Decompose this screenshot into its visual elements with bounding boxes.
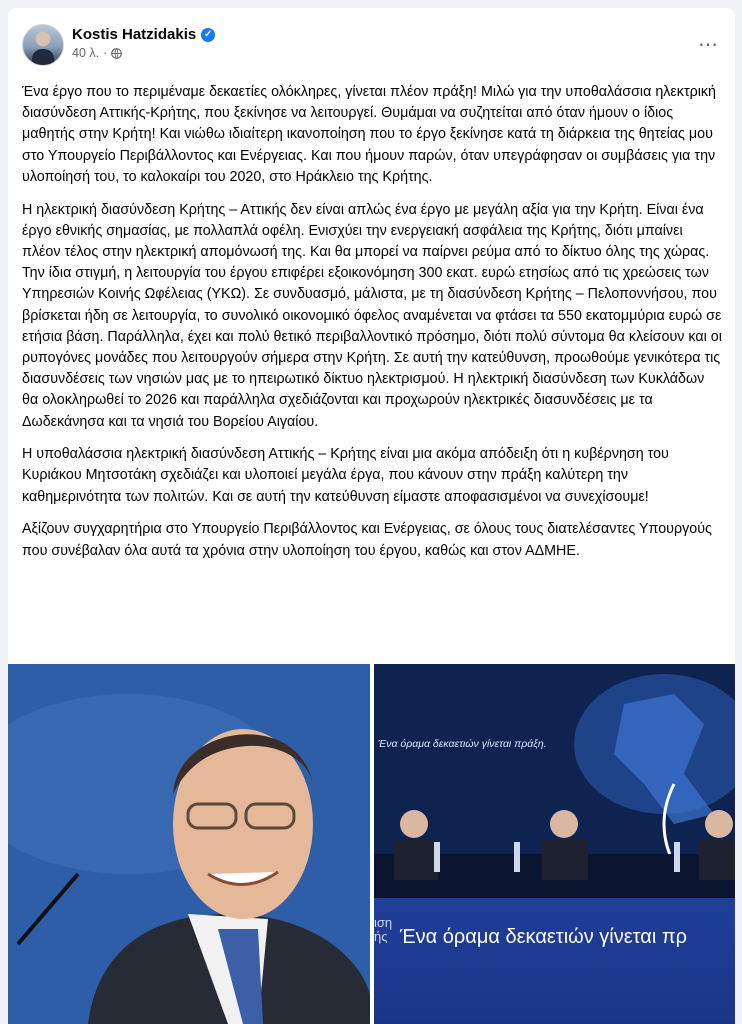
post-photos — [8, 664, 735, 1024]
post-time[interactable]: 40 λ. — [72, 46, 100, 60]
post-paragraph-4: Αξίζουν συγχαρητήρια στο Υπουργείο Περιβάλλοντος και Ενέργειας, σε όλους τους διατελέσαντες Υπουργούς που συνέβαλαν όλα αυτά τα χρόνια στην υλοποίηση του έργου, καθώς και στον ΑΔΜΗΕ. — [22, 521, 712, 559]
event-stage-illustration — [374, 664, 735, 898]
photo-portrait[interactable] — [8, 664, 370, 1024]
event-slogan: Ένα όραμα δεκαετιών γίνεται πράξη. — [378, 738, 547, 750]
globe-icon — [111, 48, 122, 59]
meta-separator: · — [103, 46, 108, 60]
author-avatar[interactable] — [22, 24, 64, 66]
verified-badge-icon: ✓ — [201, 28, 215, 42]
post-paragraph-3: Η υποθαλάσσια ηλεκτρική διασύνδεση Αττικής – Κρήτης είναι μια ακόμα απόδειξη ότι η κυβέρνηση του Κυριάκου Μητσοτάκη σχεδιάζει και υλοποιεί μεγάλα έργα, που κάνουν στην πράξη καλύτερη την καθημερινότητα των πολιτών. Και σε αυτή την κατεύθυνση είμαστε αποφασισμένοι να συνεχίσουμε! — [22, 446, 669, 505]
author-name[interactable]: Kostis Hatzidakis — [72, 26, 197, 43]
post-paragraph-2: Η ηλεκτρική διασύνδεση Κρήτης – Αττικής δεν είναι απλώς ένα έργο με μεγάλη αξία για την Κρήτη. Είναι ένα έργο εθνικής σημασίας, με πολλαπλά οφέλη. Ενισχύει την ενεργειακή ασφάλεια της Κρήτης, διότι μπαίνει πλέον τέλος στην ηλεκτρική απομόνωσή της. Και θα μπορεί να παίρνει ρεύμα από το δίκτυο όλης της χώρας. Την ίδια στιγμή, η λειτουργία του έργου επιφέρει εξοικονόμηση 300 εκατ. ευρώ ετησίως από τις χρεώσεις των Υπηρεσιών Κοινής Ωφέλειας (ΥΚΩ). Σε συνδυασμό, μάλιστα, με τη διασύνδεση Κρήτης – Πελοποννήσου, που βρίσκεται ήδη σε λειτουργία, το συνολικό οικονομικό όφελος αναμένεται να φτάσει τα 550 εκατομμύρια ευρώ σε ετήσια βάση. Παράλληλα, έχει και πολύ θετικό περιβαλλοντικό πρόσημο, διότι πολύ σύντομα θα κλείσουν και οι ρυπογόνες μονάδες που λειτουργούν σήμερα στην Κρήτη. Σε αυτή την κατεύθυνση, προωθούμε γενικότερα τις διασυνδέσεις των νησιών μας με το ηπειρωτικό δίκτυο ηλεκτρισμού. Η ηλεκτρική διασύνδεση των Κυκλάδων θα ολοκληρωθεί το 2026 και παράλληλα σχεδιάζονται και προχωρούν ηλεκτρικές διασυνδέσεις με τα Δωδεκάνησα και τα νησιά του Βορείου Αιγαίου. — [22, 201, 722, 430]
post-card — [8, 8, 735, 1024]
post-text — [22, 82, 724, 573]
photo-event[interactable] — [374, 664, 735, 1024]
event-banner — [374, 898, 735, 1024]
portrait-illustration — [8, 664, 370, 1024]
banner-main-text: Ένα όραμα δεκαετιών γίνεται πρ — [400, 926, 688, 948]
author-row — [72, 26, 215, 43]
post-paragraph-1: Ένα έργο που το περιμέναμε δεκαετίες ολόκληρες, γίνεται πλέον πράξη! Μιλώ για την υποθαλάσσια ηλεκτρική διασύνδεση Αττικής-Κρήτης, που ξεκίνησε να λειτουργεί. Θυμάμαι να συζητείται από όταν ήμουν ο ίδιος μαθητής στην Κρήτη! Και νιώθω ιδιαίτερη ικανοποίηση που το έργο ξεκίνησε κατά τη διάρκεια της θητείας μου στο Υπουργείο Περιβάλλοντος και Ενέργειας. Και που ήμουν παρών, όταν υπεγράφησαν οι συμβάσεις για την υλοποίησή του, το καλοκαίρι του 2020, στο Ηράκλειο της Κρήτης. — [22, 84, 716, 185]
more-options-button[interactable]: ⋯ — [698, 34, 719, 56]
banner-left-text: ιση ής — [374, 915, 393, 944]
post-meta — [72, 46, 122, 60]
post-header — [22, 22, 721, 68]
